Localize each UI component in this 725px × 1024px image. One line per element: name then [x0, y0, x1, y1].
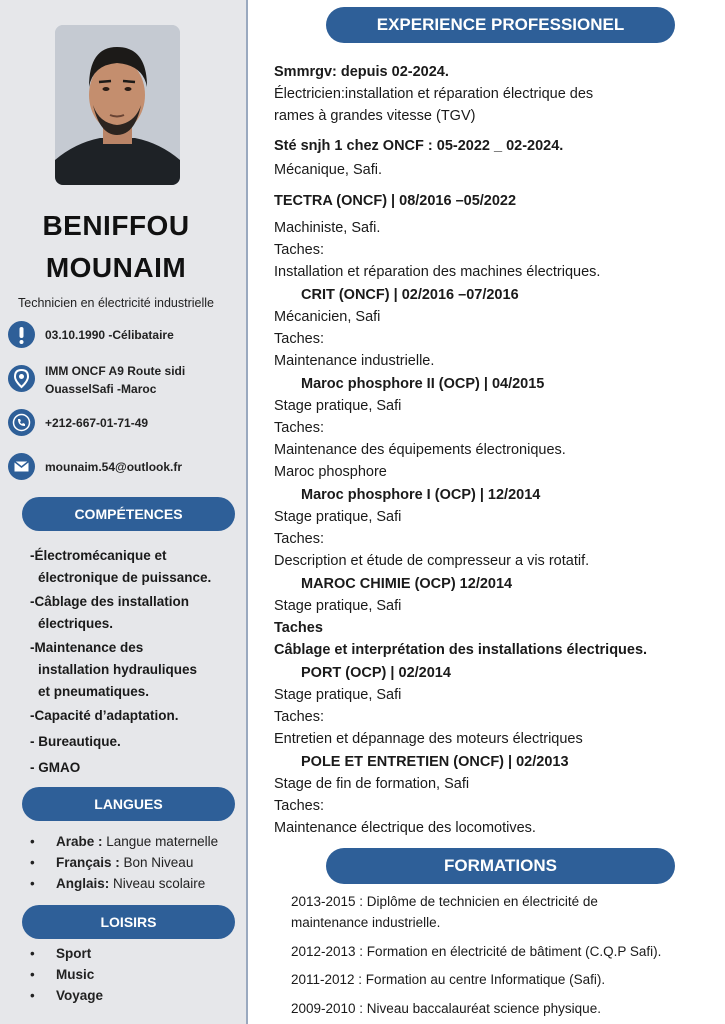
bullet-dot-icon: •	[30, 855, 35, 870]
education-item	[291, 891, 721, 933]
sidebar	[0, 0, 248, 1024]
skill-item	[30, 637, 235, 703]
skill-item	[30, 591, 235, 635]
bullet-dot-icon: •	[30, 946, 35, 961]
experience-role: Stage pratique, Safi	[274, 509, 402, 525]
skill-item	[30, 545, 235, 589]
hobby-name: Voyage	[56, 988, 104, 1003]
language-level: Langue maternelle	[102, 834, 219, 849]
skill-line: électronique de puissance.	[38, 570, 212, 585]
birth-status: 03.10.1990 -Célibataire	[45, 328, 174, 342]
first-name: BENIFFOU	[42, 210, 190, 241]
experience-tasks-label: Taches	[274, 620, 323, 636]
experience-desc: Entretien et dépannage des moteurs électriques	[274, 731, 583, 747]
hobby-name: Music	[56, 967, 95, 982]
profile-photo	[55, 25, 180, 185]
hobby-item	[30, 988, 240, 1008]
skills-heading: COMPÉTENCES	[22, 497, 235, 531]
mail-icon	[8, 453, 35, 480]
experience-tasks-label: Taches:	[274, 331, 324, 347]
skill-line: -Câblage des installation	[30, 594, 190, 609]
bullet-dot-icon: •	[30, 876, 35, 891]
email-address[interactable]: mounaim.54@outlook.fr	[45, 460, 183, 474]
education-item: 2009-2010 : Niveau baccalauréat science physique.	[291, 1001, 601, 1016]
skill-item: -Capacité d’adaptation.	[30, 708, 179, 723]
experience-role: Stage de fin de formation, Safi	[274, 776, 470, 792]
education-heading: FORMATIONS	[326, 848, 675, 884]
phone-number[interactable]: +212-667-01-71-49	[45, 416, 149, 430]
experience-title: POLE ET ENTRETIEN (ONCF) | 02/2013	[301, 754, 569, 770]
experience-role: Stage pratique, Safi	[274, 398, 402, 414]
language-name: Anglais:	[56, 876, 110, 891]
bullet-dot-icon: •	[30, 967, 35, 982]
info-icon	[8, 321, 35, 348]
skill-line: et pneumatiques.	[38, 684, 150, 699]
experience-title: Maroc phosphore II (OCP) | 04/2015	[301, 376, 545, 392]
experience-role: Stage pratique, Safi	[274, 598, 402, 614]
experience-desc: Maintenance électrique des locomotives.	[274, 820, 536, 836]
language-name: Français :	[56, 855, 120, 870]
language-item	[30, 876, 240, 896]
address	[45, 362, 235, 398]
experience-title: Maroc phosphore I (OCP) | 12/2014	[301, 487, 541, 503]
skill-item: - GMAO	[30, 760, 81, 775]
hobby-item	[30, 967, 240, 987]
language-level: Niveau scolaire	[109, 876, 206, 891]
skill-item: - Bureautique.	[30, 734, 121, 749]
languages-heading: LANGUES	[22, 787, 235, 821]
address-line-1: IMM ONCF A9 Route sidi	[45, 364, 186, 378]
experience-role: Mécanicien, Safi	[274, 309, 381, 325]
education-item: 2011-2012 : Formation au centre Informatique (Safi).	[291, 972, 606, 987]
bullet-dot-icon: •	[30, 834, 35, 849]
skill-line: -Électromécanique et	[30, 548, 167, 563]
experience-tasks-label: Taches:	[274, 709, 324, 725]
language-name: Arabe :	[56, 834, 103, 849]
experience-title: MAROC CHIMIE (OCP) 12/2014	[301, 576, 513, 592]
skill-line: installation hydrauliques	[38, 662, 198, 677]
hobby-item	[30, 946, 240, 966]
skill-line: électriques.	[38, 616, 114, 631]
experience-role: Stage pratique, Safi	[274, 687, 402, 703]
experience-desc: Maintenance industrielle.	[274, 353, 435, 369]
last-name: MOUNAIM	[45, 252, 187, 283]
language-item	[30, 855, 240, 875]
language-level: Bon Niveau	[119, 855, 194, 870]
experience-desc: Électricien:installation et réparation électrique des	[274, 86, 594, 102]
language-item	[30, 834, 240, 854]
experience-title: PORT (OCP) | 02/2014	[301, 665, 451, 681]
education-item: 2012-2013 : Formation en électricité de bâtiment (C.Q.P Safi).	[291, 944, 662, 959]
skill-line: -Maintenance des	[30, 640, 144, 655]
experience-desc: rames à grandes vitesse (TGV)	[274, 108, 476, 124]
phone-icon	[8, 409, 35, 436]
hobby-name: Sport	[56, 946, 92, 961]
experience-title: Sté snjh 1 chez ONCF : 05-2022 _ 02-2024.	[274, 138, 564, 154]
experience-role: Machiniste, Safi.	[274, 220, 381, 236]
bullet-dot-icon: •	[30, 988, 35, 1003]
hobbies-heading: LOISIRS	[22, 905, 235, 939]
education-line: 2013-2015 : Diplôme de technicien en électricité de	[291, 894, 598, 909]
experience-desc: Description et étude de compresseur a vis rotatif.	[274, 553, 590, 569]
experience-heading: EXPERIENCE PROFESSIONEL	[326, 7, 675, 43]
experience-desc: Maroc phosphore	[274, 464, 387, 480]
experience-desc: Câblage et interprétation des installations électriques.	[274, 642, 648, 658]
experience-tasks-label: Taches:	[274, 242, 324, 258]
experience-title: CRIT (ONCF) | 02/2016 –07/2016	[301, 287, 519, 303]
education-line: maintenance industrielle.	[291, 915, 441, 930]
experience-desc: Mécanique, Safi.	[274, 162, 383, 178]
experience-tasks-label: Taches:	[274, 798, 324, 814]
location-pin-icon	[8, 365, 35, 392]
experience-title: Smmrgv: depuis 02-2024.	[274, 64, 449, 80]
address-line-2: OuasselSafi -Maroc	[45, 382, 157, 396]
job-title: Technicien en électricité industrielle	[18, 296, 214, 310]
experience-desc: Installation et réparation des machines électriques.	[274, 264, 601, 280]
experience-tasks-label: Taches:	[274, 531, 324, 547]
experience-desc: Maintenance des équipements électroniques.	[274, 442, 566, 458]
experience-title: TECTRA (ONCF) | 08/2016 –05/2022	[274, 193, 517, 209]
experience-tasks-label: Taches:	[274, 420, 324, 436]
